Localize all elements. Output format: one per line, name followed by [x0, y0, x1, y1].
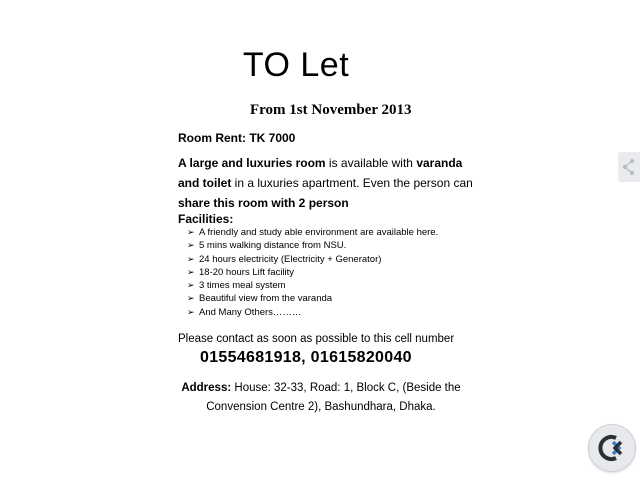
list-item: ➢ 18-20 hours Lift facility	[187, 266, 295, 278]
list-item: ➢ Beautiful view from the varanda	[187, 293, 333, 305]
arrow-bullet-icon: ➢	[187, 293, 195, 304]
share-tab-icon[interactable]	[618, 152, 640, 182]
facilities-heading: Facilities:	[178, 212, 234, 226]
contact-instruction: Please contact as soon as possible to this cell number	[178, 333, 455, 345]
facilities-list	[187, 226, 438, 319]
arrow-bullet-icon: ➢	[187, 280, 195, 291]
arrow-bullet-icon: ➢	[187, 306, 195, 317]
list-item: ➢ 3 times meal system	[187, 280, 286, 292]
desc-text: is available with	[325, 156, 417, 170]
room-description	[178, 153, 478, 213]
list-item: ➢ And Many Others………	[187, 306, 302, 318]
phone-numbers: 01554681918, 01615820040	[200, 349, 412, 366]
desc-highlight-room: A large and luxuries room	[178, 156, 326, 170]
address-value: House: 32-33, Road: 1, Block C, (Beside the Convension Centre 2), Bashundhara, Dhaka.	[206, 382, 461, 413]
arrow-bullet-icon: ➢	[187, 227, 195, 237]
arrow-bullet-icon: ➢	[187, 240, 195, 251]
arrow-bullet-icon: ➢	[187, 266, 195, 277]
room-rent: Room Rent: TK 7000	[178, 131, 296, 145]
address-label: Address:	[181, 382, 232, 394]
desc-highlight-share: share this room with 2 person	[178, 196, 349, 210]
address	[176, 379, 466, 417]
arrow-bullet-icon: ➢	[187, 253, 195, 264]
list-item: ➢ A friendly and study able environment are available here.	[187, 227, 439, 238]
list-item: ➢ 24 hours electricity (Electricity + Generator)	[187, 253, 382, 265]
availability-date: From 1st November 2013	[250, 102, 412, 118]
desc-text: in a luxuries apartment. Even the person can	[231, 176, 473, 190]
list-item: ➢ 5 mins walking distance from NSU.	[187, 240, 347, 252]
page-title: TO Let	[242, 46, 350, 84]
desc-highlight-varanda: varanda and toilet	[178, 156, 463, 190]
site-logo-icon	[588, 424, 636, 472]
